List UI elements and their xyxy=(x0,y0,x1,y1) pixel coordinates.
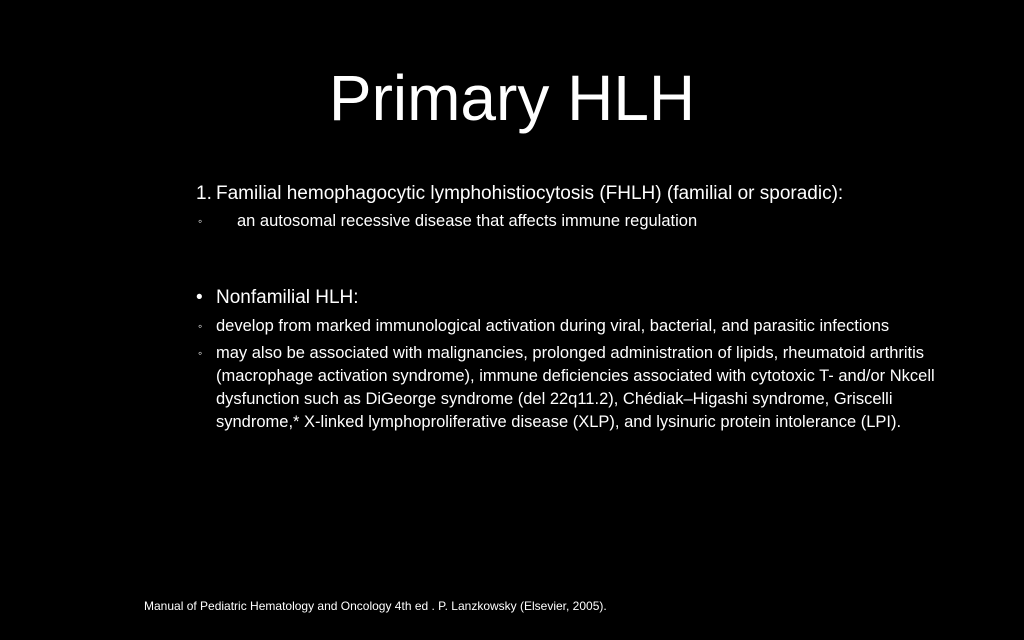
list-item-text: Familial hemophagocytic lymphohistiocytosis (FHLH) (familial or sporadic): xyxy=(216,183,844,204)
list-item-fhlh xyxy=(196,182,936,206)
sub-item-associations xyxy=(196,342,936,434)
list-item-text: may also be associated with malignancies, prolonged administration of lipids, rheumatoid arthritis (macrophage activation syndrome), immune deficiencies associated with cytotoxic T- and/or Nkcell dysfunction such as DiGeorge syndrome (del 22q11.2), Chédiak–Higashi syndrome, Griscelli syndrome,* X-linked lymphoproliferative disease (XLP), and lysinuric protein intolerance (LPI). xyxy=(216,344,935,431)
bullet-icon: • xyxy=(196,287,203,308)
list-item-text: develop from marked immunological activation during viral, bacterial, and parasitic infections xyxy=(216,317,890,335)
slide-content xyxy=(196,182,936,434)
list-item-text: Nonfamilial HLH: xyxy=(216,287,359,308)
circle-bullet-icon: ◦ xyxy=(198,319,203,333)
sub-item-autosomal xyxy=(196,210,936,233)
circle-bullet-icon: ◦ xyxy=(198,214,203,228)
number-marker: 1. xyxy=(196,183,212,204)
list-item-text: an autosomal recessive disease that affects immune regulation xyxy=(237,212,698,230)
sub-item-activation xyxy=(196,315,936,338)
list-item-nonfamilial xyxy=(196,286,936,310)
source-citation: Manual of Pediatric Hematology and Oncology 4th ed . P. Lanzkowsky (Elsevier, 2005). xyxy=(144,599,607,613)
slide-title: Primary HLH xyxy=(328,62,696,134)
circle-bullet-icon: ◦ xyxy=(198,346,203,360)
